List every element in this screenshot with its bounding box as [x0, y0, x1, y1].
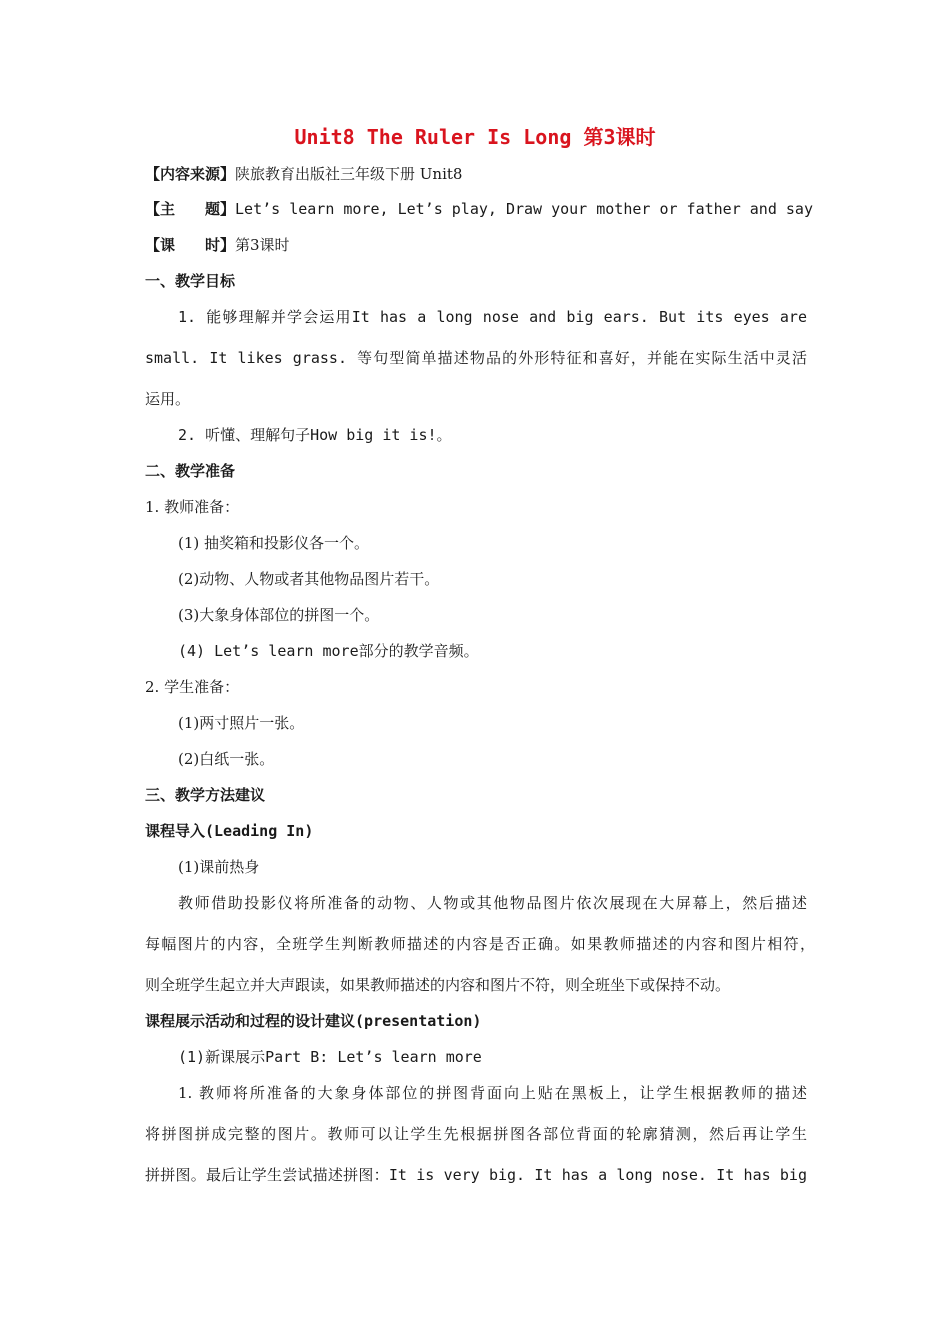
paragraph-line: 拼拼图。最后让学生尝试描述拼图：It is very big. It has a long nose. It has big [145, 1166, 807, 1184]
list-item: (1) 抽奖箱和投影仪各一个。 [178, 534, 370, 552]
paragraph-line: 教师借助投影仪将所准备的动物、人物或其他物品图片依次展现在大屏幕上，然后描述 [178, 894, 807, 912]
paragraph-line: 将拼图拼成完整的图片。教师可以让学生先根据拼图各部位背面的轮廓猜测，然后再让学生 [145, 1125, 807, 1143]
source-value: 陕旅教育出版社三年级下册 Unit8 [235, 165, 463, 183]
paragraph-line: 1. 教师将所准备的大象身体部位的拼图背面向上贴在黑板上，让学生根据教师的描述 [178, 1084, 807, 1102]
section-heading: 三、教学方法建议 [145, 786, 266, 804]
paragraph-line: 每幅图片的内容，全班学生判断教师描述的内容是否正确。如果教师描述的内容和图片相符， [145, 935, 815, 953]
paragraph-line: 运用。 [145, 390, 191, 408]
source-label: 【内容来源】 [145, 165, 236, 183]
meta-source [145, 163, 462, 185]
topic-label: 【主 题】 [145, 200, 236, 218]
period-label: 【课 时】 [145, 236, 236, 254]
subsection-heading: 课程展示活动和过程的设计建议(presentation) [145, 1012, 482, 1030]
list-item: 1. 教师准备： [145, 498, 240, 516]
subsection-heading: 课程导入(Leading In) [145, 822, 314, 840]
paragraph-line: 则全班学生起立并大声跟读，如果教师描述的内容和图片不符，则全班坐下或保持不动。 [145, 976, 731, 994]
paragraph-line: small. It likes grass. 等句型简单描述物品的外形特征和喜好，并能在实际生活中灵活 [145, 349, 807, 367]
topic-value: Let’s learn more, Let’s play, Draw your mother or father and say [235, 200, 813, 218]
section-heading: 二、教学准备 [145, 462, 236, 480]
list-item: (3)大象身体部位的拼图一个。 [178, 606, 380, 624]
paragraph-line: 1. 能够理解并学会运用It has a long nose and big ears. But its eyes are [178, 308, 807, 326]
list-item: (1)新课展示Part B: Let’s learn more [178, 1048, 482, 1066]
paragraph-line: 2. 听懂、理解句子How big it is!。 [178, 426, 452, 444]
list-item: 2. 学生准备： [145, 678, 240, 696]
period-value: 第3课时 [235, 236, 290, 254]
meta-topic [145, 198, 813, 220]
section-heading: 一、教学目标 [145, 272, 236, 290]
list-item: (4) Let’s learn more部分的教学音频。 [178, 642, 479, 660]
list-item: (1)两寸照片一张。 [178, 714, 305, 732]
document-title: Unit8 The Ruler Is Long 第3课时 [294, 125, 656, 149]
list-item: (1)课前热身 [178, 858, 260, 876]
list-item: (2)白纸一张。 [178, 750, 275, 768]
meta-period [145, 234, 290, 256]
list-item: (2)动物、人物或者其他物品图片若干。 [178, 570, 440, 588]
